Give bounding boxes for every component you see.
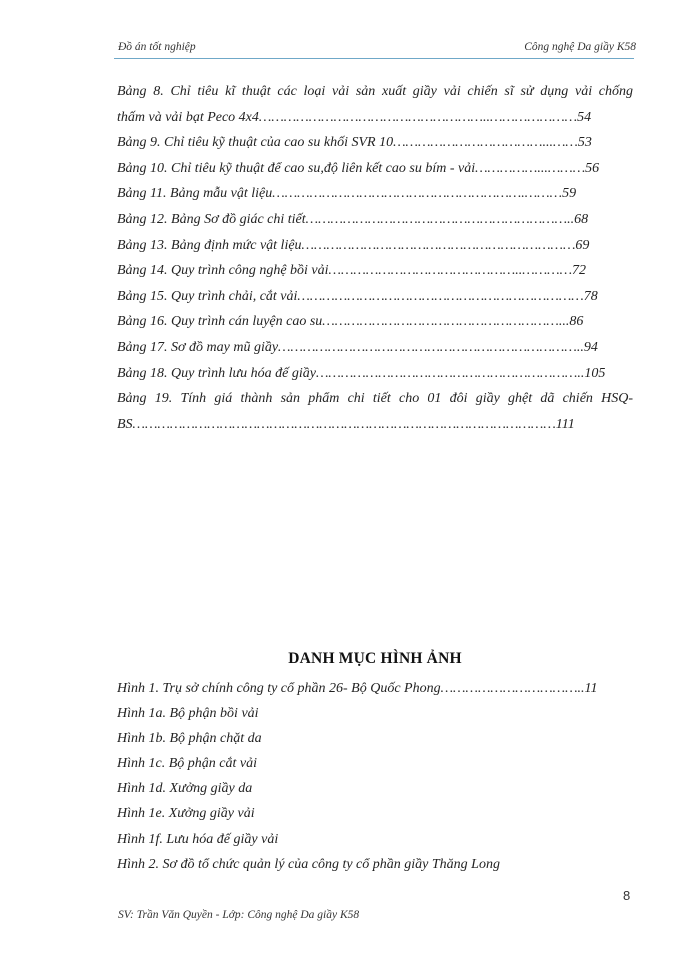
header-course-label: Công nghệ Da giầy K58 (524, 41, 636, 53)
toc-entry-table-10[interactable]: Bảng 10. Chỉ tiêu kỹ thuật để cao su,độ liên kết cao su bím - vải……………...………56 (117, 160, 600, 176)
figure-list (117, 676, 633, 877)
toc-entry-figure-1c[interactable]: Hình 1c. Bộ phận cắt vải (117, 756, 257, 772)
toc-entry-figure-1f[interactable]: Hình 1f. Lưu hóa đế giầy vải (117, 831, 279, 847)
toc-entry-figure-1d[interactable]: Hình 1d. Xưởng giầy da (117, 781, 253, 797)
toc-entry-figure-1a[interactable]: Hình 1a. Bộ phận bồi vải (117, 706, 259, 722)
table-list (117, 79, 633, 437)
toc-entry-table-13[interactable]: Bảng 13. Bảng định mức vật liệu…………………………………………………………69 (117, 237, 590, 253)
toc-entry-table-15[interactable]: Bảng 15. Quy trình chải, cắt vải……………………………………………………………78 (117, 288, 598, 304)
toc-entry-figure-1e[interactable]: Hình 1e. Xưởng giầy vải (117, 806, 255, 822)
footer-student-info: SV: Trần Văn Quyền - Lớp: Công nghệ Da giầy K58 (118, 909, 360, 921)
toc-entry-table-8-line-1[interactable]: Bảng 8. Chỉ tiêu kĩ thuật các loại vải sản xuất giầy vải chiến sĩ sử dụng vải chống (117, 84, 633, 99)
toc-entry-table-12[interactable]: Bảng 12. Bảng Sơ đồ giác chi tiết………………………………………………………..68 (117, 211, 589, 227)
figure-list-heading: DANH MỤC HÌNH ẢNH (288, 650, 462, 667)
toc-entry-table-18[interactable]: Bảng 18. Quy trình lưu hóa đế giầy………………………………………………………..105 (117, 365, 606, 381)
toc-entry-figure-2[interactable]: Hình 2. Sơ đồ tổ chức quản lý của công ty cổ phần giầy Thăng Long (117, 856, 500, 872)
toc-entry-table-16[interactable]: Bảng 16. Quy trình cán luyện cao su…………………………………………………...86 (117, 314, 584, 330)
header-divider (114, 58, 634, 59)
toc-entry-figure-1[interactable]: Hình 1. Trụ sở chính công ty cổ phần 26- Bộ Quốc Phong……………………………..11 (117, 681, 598, 696)
page-number: 8 (623, 888, 631, 903)
header-project-label: Đồ án tốt nghiệp (118, 41, 196, 53)
toc-entry-table-8-line-2[interactable]: thấm và vải bạt Peco 4x4………………………………………………..…………………54 (117, 109, 592, 125)
toc-entry-table-19-line-1[interactable]: Bảng 19. Tính giá thành sản phẩm chi tiết cho 01 đôi giầy ghệt dã chiến HSQ- (117, 391, 633, 407)
toc-entry-figure-1b[interactable]: Hình 1b. Bộ phận chặt da (117, 731, 262, 747)
toc-entry-table-19-line-2[interactable]: BS…………………………………………………………………………………………111 (117, 416, 575, 432)
toc-entry-table-11[interactable]: Bảng 11. Bảng mẫu vật liệu…………………………………………………….………59 (117, 186, 577, 202)
toc-entry-table-17[interactable]: Bảng 17. Sơ đồ may mũ giầy………………………………………………………………..94 (117, 339, 598, 355)
toc-entry-table-9[interactable]: Bảng 9. Chỉ tiêu kỹ thuật của cao su khối SVR 10………………………………...……53 (117, 135, 592, 151)
toc-entry-table-14[interactable]: Bảng 14. Quy trình công nghệ bồi vải………………………………………..…………72 (117, 263, 587, 279)
